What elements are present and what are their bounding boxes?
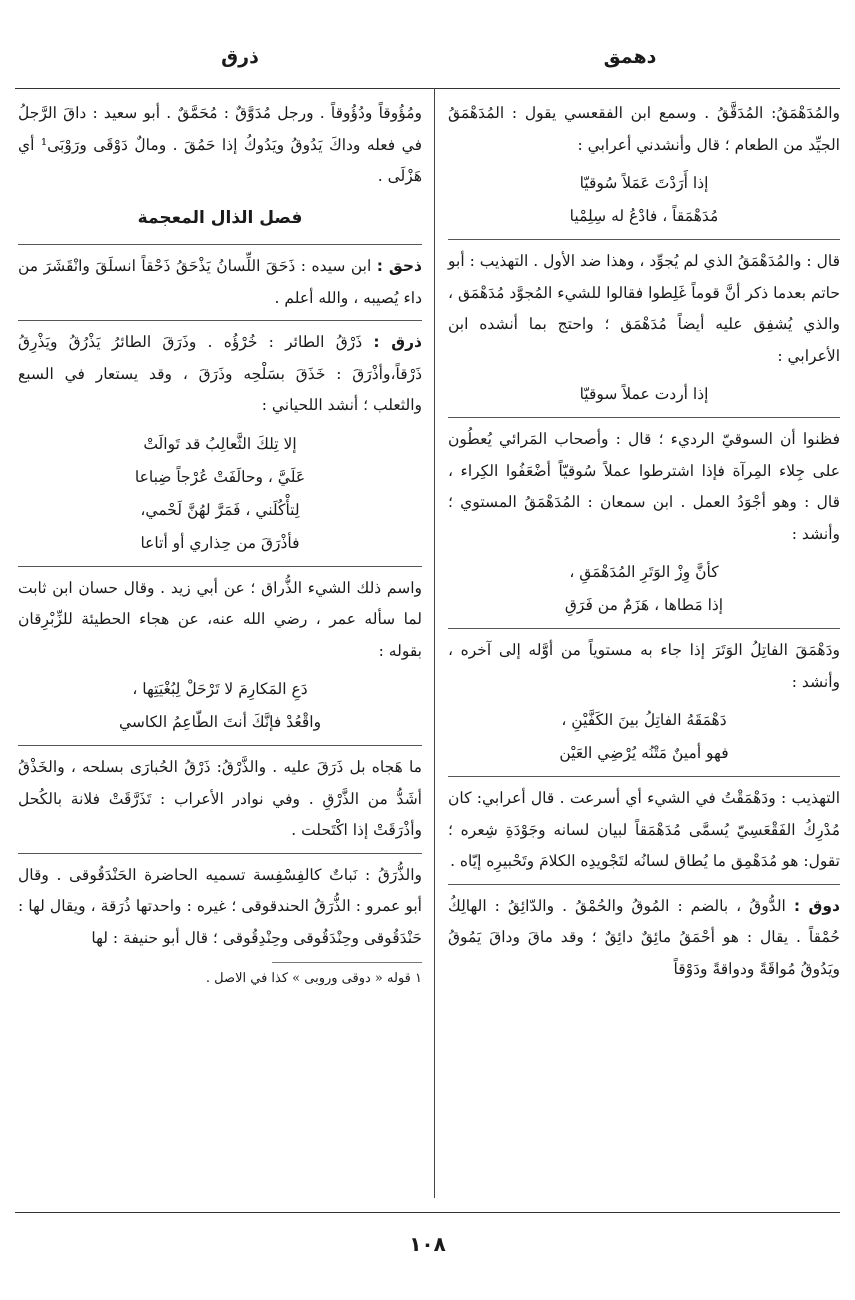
right-column — [448, 98, 840, 985]
footer-rule — [15, 1212, 840, 1213]
headword: ذرق : — [373, 333, 422, 351]
verse-line: إذا أردت عملاً سوقيّا — [579, 385, 709, 403]
separator-rule — [448, 628, 840, 629]
verse-block — [448, 167, 840, 233]
separator-rule — [18, 853, 422, 854]
footnote: ١ قوله « دوقى وروبى » كذا في الاصل . — [205, 971, 422, 986]
headword: دوق : — [793, 896, 840, 915]
entry-paragraph: التهذيب : ودَهْمَقْتُ في الشيء أي أسرعت . قال أعرابي: كان مُدْرِكُ الفَقْعَسِيّ يُسمَّى مُدَهْمَقاً لبيان لسانه وجَوْدَةِ شِعره ؛ تقول: هو مُدَهْمِق ما يُطاق لسانُه لتَجْويدِه الكلامَ وتَحْبيرِه إيّاه . — [448, 789, 840, 870]
entry-paragraph — [448, 891, 840, 986]
entry-paragraph: واسم ذلك الشيء الذُّراق ؛ عن أبي زيد . وقال حسان ابن ثابت لما سأله عمر ، رضي الله عنه، عن هجاء الحطيئة للزِّبْرِقان بقوله : — [18, 578, 422, 660]
entry-text: ابن سيده : ذَحَقَ اللِّسانُ يَذْحَقُ ذَحْقاً انسلَقَ وانْقَشَرَ من داء يُصيبه ، والله أعلم . — [18, 257, 422, 307]
footnote-rule — [272, 962, 422, 963]
verse-line: واقْعُدْ فإنَّكَ أنتَ الطّاعِمُ الكاسي — [118, 713, 322, 731]
verse-line: لِتأْكُلَني ، فَمَرَّ لهُنَّ لَحْمي، — [140, 500, 300, 519]
running-head-right: دهمق — [603, 46, 657, 68]
separator-rule — [18, 566, 422, 567]
left-column — [18, 98, 422, 991]
verse-line: فهو أمينٌ مَتْنُه يُرْضِي العَيْن — [559, 744, 729, 762]
entry-text: ذَرْقُ الطائر : خُرْؤُه . وذَرَقَ الطائرُ يَذْرُقُ ويَذْرِقُ ذَرْقاً،وأذْرَقَ : خَذَقَ بسَلْحِه وذَرَقَ ، وقد يستعار في السبع والثعلب ؛ أنشد اللحياني : — [18, 333, 422, 414]
entry-paragraph: ما هَجاه بل ذَرَقَ عليه . والذَّرْقُ: ذَرْقُ الحُبارَى بسلحه ، والخَذْقُ أشَدُّ من الذَّرْقِ . وفي نوادر الأعراب : تَذَرَّقَتْ فلانة بالكُحل وأذْرَقَتْ إذا اكْتَحلت . — [18, 758, 422, 839]
verse-line: عَلَيَّ ، وحالَفَتْ عُرْجاً ضِباعا — [134, 467, 306, 486]
verse-block — [18, 428, 422, 560]
separator-rule — [448, 239, 840, 240]
header-rule — [15, 88, 840, 89]
verse-line: دَهْمَقَهُ الفاتِلُ بينَ الكَفَّيْنِ ، — [561, 711, 727, 729]
entry-paragraph: ومُؤُوقاً ودُؤُوقاً . ورجل مُدَوَّقٌ : مُحَمَّقٌ . أبو سعيد : داقَ الرَّجلُ في فعله وداكَ يَدُوقُ ويَدُوكُ إذا حَمُقَ . ومالٌ دَوْقَى ورَوْبَى¹ أي هَزْلَى . — [18, 104, 422, 185]
verse-block — [448, 378, 840, 411]
separator-rule — [18, 320, 422, 321]
entry-paragraph: ودَهْمَقَ الفاتِلُ الوَتَرَ إذا جاء به مستوياً من أوَّله إلى آخره ، وأنشد : — [448, 641, 840, 691]
column-divider — [434, 88, 435, 1198]
headword: ذحق : — [376, 257, 422, 275]
verse-line: إذا مَطاها ، هَزَمٌ من فَرَقِ — [564, 596, 724, 614]
verse-block — [448, 556, 840, 622]
entry-paragraph — [18, 251, 422, 314]
separator-rule — [18, 244, 422, 245]
verse-line: مُدَهْمَقاً ، فادْعُ له سِلِمْيا — [569, 207, 719, 225]
verse-block — [448, 704, 840, 770]
separator-rule — [18, 745, 422, 746]
verse-line: إلا تِلكَ الثَّعالِبُ قد تَوالَتْ — [143, 434, 297, 453]
verse-line: فأذْرَقَ من حِذاري أو أتاعا — [140, 533, 300, 552]
verse-line: كأنَّ وِزْ الوَتَرِ المُدَهْمَقِ ، — [569, 563, 719, 581]
section-title: فصل الذال المعجمة — [137, 207, 303, 228]
verse-line: دَعِ المَكارِمَ لا تَرْحَلْ لِبُغْيَتِها ، — [132, 680, 308, 698]
verse-block — [18, 673, 422, 739]
entry-paragraph: والذُّرَقُ : نَباتٌ كالفِسْفِسة تسميه الحاضرة الحَنْدَقُوقى . وقال أبو عمرو : الذُّرَقُ الحندقوقى ؛ غيره : واحدتها ذُرَقة ، ويقال لها : حَنْدَقُوقى وحِنْدَقُوقى وحِنْدِقُوقى ؛ قال أبو حنيفة : لها — [18, 865, 422, 947]
verse-line: إذا أَرَدْتَ عَمَلاً سُوقيّا — [579, 174, 709, 192]
entry-paragraph — [18, 327, 422, 422]
entry-paragraph: قال : والمُدَهْمَقُ الذي لم يُجوِّد ، وهذا ضد الأول . التهذيب : أبو حاتم بعدما ذكر أنَّ قوماً غَلِطوا فقالوا للشيء المُجوَّد مُدَهْمَق ، والذي يُشفِق عليه أيضاً مُدَهْمَق ؛ واحتج بما أنشده ابن الأعرابي : — [448, 252, 840, 365]
running-head-left: ذرق — [221, 46, 259, 68]
entry-paragraph: والمُدَهْمَقُ: المُدَقَّقُ . وسمع ابن الفقعسي يقول : المُدَهْمَقُ الجيِّد من الطعام ؛ قال وأنشدني أعرابي : — [448, 104, 840, 154]
entry-paragraph: فظنوا أن السوقيّ الرديء ؛ قال : وأصحاب المَرائي يُعطُون على جِلاء المِرآة فإذا اشترطوا عملاً سُوقيّاً أضْعَفُوا الكِراء ، قال : وهو أجْوَدُ العمل . ابن سمعان : المُدَهْمَقُ المستوي ؛ وأنشد : — [448, 430, 840, 543]
separator-rule — [448, 417, 840, 418]
page-number: ١٠٨ — [409, 1232, 446, 1256]
entry-text: الدُّوقُ ، بالضم : المُوقُ والحُمْقُ . والدّائِقُ : الهالِكُ حُمْقاً . يقال : هو أحْمَقُ مائِقٌ دائِقٌ ؛ وقد ماقَ وداقَ يَمُوقُ ويَدُوقُ مُواقَةً ودواقةً ودَوْقاً — [448, 896, 840, 978]
separator-rule — [448, 776, 840, 777]
separator-rule — [448, 884, 840, 885]
